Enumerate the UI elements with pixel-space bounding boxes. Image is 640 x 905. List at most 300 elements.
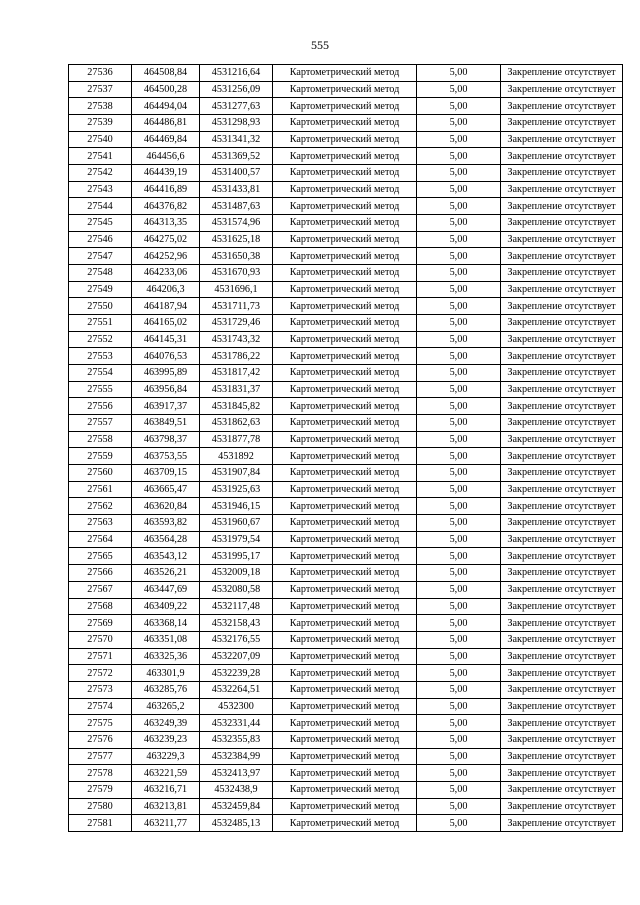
fixation-cell: Закрепление отсутствует — [501, 548, 623, 565]
fixation-cell: Закрепление отсутствует — [501, 515, 623, 532]
fixation-cell: Закрепление отсутствует — [501, 798, 623, 815]
x-coordinate-cell: 463564,28 — [132, 531, 200, 548]
point-number-cell: 27549 — [69, 281, 132, 298]
point-number-cell: 27580 — [69, 798, 132, 815]
point-number-cell: 27554 — [69, 365, 132, 382]
x-coordinate-cell: 464439,19 — [132, 165, 200, 182]
method-cell: Картометрический метод — [273, 515, 417, 532]
fixation-cell: Закрепление отсутствует — [501, 281, 623, 298]
table-row — [69, 381, 623, 398]
y-coordinate-cell: 4531995,17 — [200, 548, 273, 565]
fixation-cell: Закрепление отсутствует — [501, 715, 623, 732]
y-coordinate-cell: 4531433,81 — [200, 181, 273, 198]
x-coordinate-cell: 463526,21 — [132, 565, 200, 582]
method-cell: Картометрический метод — [273, 115, 417, 132]
fixation-cell: Закрепление отсутствует — [501, 565, 623, 582]
method-cell: Картометрический метод — [273, 365, 417, 382]
accuracy-cell: 5,00 — [417, 148, 501, 165]
y-coordinate-cell: 4532384,99 — [200, 748, 273, 765]
accuracy-cell: 5,00 — [417, 115, 501, 132]
y-coordinate-cell: 4531574,96 — [200, 215, 273, 232]
table-row — [69, 715, 623, 732]
y-coordinate-cell: 4531845,82 — [200, 398, 273, 415]
method-cell: Картометрический метод — [273, 765, 417, 782]
method-cell: Картометрический метод — [273, 815, 417, 832]
point-number-cell: 27564 — [69, 531, 132, 548]
table-row — [69, 98, 623, 115]
y-coordinate-cell: 4531711,73 — [200, 298, 273, 315]
fixation-cell: Закрепление отсутствует — [501, 65, 623, 82]
x-coordinate-cell: 464076,53 — [132, 348, 200, 365]
accuracy-cell: 5,00 — [417, 415, 501, 432]
y-coordinate-cell: 4531960,67 — [200, 515, 273, 532]
table-row — [69, 265, 623, 282]
table-row — [69, 365, 623, 382]
x-coordinate-cell: 463849,51 — [132, 415, 200, 432]
accuracy-cell: 5,00 — [417, 81, 501, 98]
point-number-cell: 27536 — [69, 65, 132, 82]
table-row — [69, 665, 623, 682]
x-coordinate-cell: 463301,9 — [132, 665, 200, 682]
accuracy-cell: 5,00 — [417, 665, 501, 682]
fixation-cell: Закрепление отсутствует — [501, 648, 623, 665]
method-cell: Картометрический метод — [273, 98, 417, 115]
point-number-cell: 27545 — [69, 215, 132, 232]
page-number: 555 — [311, 38, 329, 52]
x-coordinate-cell: 464508,84 — [132, 65, 200, 82]
fixation-cell: Закрепление отсутствует — [501, 148, 623, 165]
accuracy-cell: 5,00 — [417, 365, 501, 382]
table-row — [69, 548, 623, 565]
x-coordinate-cell: 464145,31 — [132, 331, 200, 348]
accuracy-cell: 5,00 — [417, 515, 501, 532]
method-cell: Картометрический метод — [273, 448, 417, 465]
table-row — [69, 498, 623, 515]
fixation-cell: Закрепление отсутствует — [501, 431, 623, 448]
y-coordinate-cell: 4531341,32 — [200, 131, 273, 148]
table-row — [69, 781, 623, 798]
table-row — [69, 448, 623, 465]
method-cell: Картометрический метод — [273, 798, 417, 815]
accuracy-cell: 5,00 — [417, 765, 501, 782]
fixation-cell: Закрепление отсутствует — [501, 348, 623, 365]
method-cell: Картометрический метод — [273, 731, 417, 748]
point-number-cell: 27576 — [69, 731, 132, 748]
x-coordinate-cell: 463285,76 — [132, 681, 200, 698]
point-number-cell: 27541 — [69, 148, 132, 165]
accuracy-cell: 5,00 — [417, 181, 501, 198]
point-number-cell: 27573 — [69, 681, 132, 698]
method-cell: Картометрический метод — [273, 648, 417, 665]
fixation-cell: Закрепление отсутствует — [501, 581, 623, 598]
x-coordinate-cell: 463351,08 — [132, 631, 200, 648]
y-coordinate-cell: 4531277,63 — [200, 98, 273, 115]
method-cell: Картометрический метод — [273, 165, 417, 182]
table-row — [69, 581, 623, 598]
y-coordinate-cell: 4532413,97 — [200, 765, 273, 782]
accuracy-cell: 5,00 — [417, 815, 501, 832]
x-coordinate-cell: 463995,89 — [132, 365, 200, 382]
accuracy-cell: 5,00 — [417, 731, 501, 748]
point-number-cell: 27537 — [69, 81, 132, 98]
fixation-cell: Закрепление отсутствует — [501, 498, 623, 515]
table-row — [69, 148, 623, 165]
accuracy-cell: 5,00 — [417, 131, 501, 148]
point-number-cell: 27570 — [69, 631, 132, 648]
table-row — [69, 798, 623, 815]
accuracy-cell: 5,00 — [417, 315, 501, 332]
method-cell: Картометрический метод — [273, 65, 417, 82]
x-coordinate-cell: 464187,94 — [132, 298, 200, 315]
x-coordinate-cell: 464500,28 — [132, 81, 200, 98]
x-coordinate-cell: 463368,14 — [132, 615, 200, 632]
y-coordinate-cell: 4531256,09 — [200, 81, 273, 98]
x-coordinate-cell: 463709,15 — [132, 465, 200, 482]
method-cell: Картометрический метод — [273, 281, 417, 298]
fixation-cell: Закрепление отсутствует — [501, 81, 623, 98]
accuracy-cell: 5,00 — [417, 481, 501, 498]
y-coordinate-cell: 4532009,18 — [200, 565, 273, 582]
y-coordinate-cell: 4532331,44 — [200, 715, 273, 732]
point-number-cell: 27546 — [69, 231, 132, 248]
fixation-cell: Закрепление отсутствует — [501, 665, 623, 682]
table-row — [69, 415, 623, 432]
y-coordinate-cell: 4531487,63 — [200, 198, 273, 215]
accuracy-cell: 5,00 — [417, 581, 501, 598]
x-coordinate-cell: 464494,04 — [132, 98, 200, 115]
method-cell: Картометрический метод — [273, 231, 417, 248]
x-coordinate-cell: 464416,89 — [132, 181, 200, 198]
y-coordinate-cell: 4531831,37 — [200, 381, 273, 398]
fixation-cell: Закрепление отсутствует — [501, 298, 623, 315]
accuracy-cell: 5,00 — [417, 381, 501, 398]
method-cell: Картометрический метод — [273, 681, 417, 698]
accuracy-cell: 5,00 — [417, 781, 501, 798]
x-coordinate-cell: 463213,81 — [132, 798, 200, 815]
x-coordinate-cell: 464486,81 — [132, 115, 200, 132]
fixation-cell: Закрепление отсутствует — [501, 398, 623, 415]
accuracy-cell: 5,00 — [417, 648, 501, 665]
point-number-cell: 27553 — [69, 348, 132, 365]
fixation-cell: Закрепление отсутствует — [501, 365, 623, 382]
table-row — [69, 248, 623, 265]
method-cell: Картометрический метод — [273, 698, 417, 715]
point-number-cell: 27551 — [69, 315, 132, 332]
point-number-cell: 27559 — [69, 448, 132, 465]
x-coordinate-cell: 463543,12 — [132, 548, 200, 565]
method-cell: Картометрический метод — [273, 215, 417, 232]
method-cell: Картометрический метод — [273, 298, 417, 315]
point-number-cell: 27547 — [69, 248, 132, 265]
table-row — [69, 748, 623, 765]
fixation-cell: Закрепление отсутствует — [501, 765, 623, 782]
method-cell: Картометрический метод — [273, 631, 417, 648]
point-number-cell: 27558 — [69, 431, 132, 448]
point-number-cell: 27540 — [69, 131, 132, 148]
y-coordinate-cell: 4531729,46 — [200, 315, 273, 332]
point-number-cell: 27560 — [69, 465, 132, 482]
y-coordinate-cell: 4531907,84 — [200, 465, 273, 482]
y-coordinate-cell: 4532300 — [200, 698, 273, 715]
point-number-cell: 27538 — [69, 98, 132, 115]
accuracy-cell: 5,00 — [417, 248, 501, 265]
table-row — [69, 181, 623, 198]
point-number-cell: 27548 — [69, 265, 132, 282]
table-row — [69, 348, 623, 365]
y-coordinate-cell: 4532355,83 — [200, 731, 273, 748]
table-row — [69, 698, 623, 715]
table-row — [69, 815, 623, 832]
method-cell: Картометрический метод — [273, 381, 417, 398]
point-number-cell: 27543 — [69, 181, 132, 198]
point-number-cell: 27563 — [69, 515, 132, 532]
table-row — [69, 531, 623, 548]
y-coordinate-cell: 4532207,09 — [200, 648, 273, 665]
x-coordinate-cell: 463211,77 — [132, 815, 200, 832]
y-coordinate-cell: 4531625,18 — [200, 231, 273, 248]
fixation-cell: Закрепление отсутствует — [501, 481, 623, 498]
fixation-cell: Закрепление отсутствует — [501, 415, 623, 432]
table-row — [69, 648, 623, 665]
point-number-cell: 27577 — [69, 748, 132, 765]
table-row — [69, 81, 623, 98]
y-coordinate-cell: 4532158,43 — [200, 615, 273, 632]
x-coordinate-cell: 463325,36 — [132, 648, 200, 665]
point-number-cell: 27555 — [69, 381, 132, 398]
method-cell: Картометрический метод — [273, 415, 417, 432]
x-coordinate-cell: 463665,47 — [132, 481, 200, 498]
point-number-cell: 27556 — [69, 398, 132, 415]
y-coordinate-cell: 4532080,58 — [200, 581, 273, 598]
method-cell: Картометрический метод — [273, 331, 417, 348]
accuracy-cell: 5,00 — [417, 631, 501, 648]
accuracy-cell: 5,00 — [417, 748, 501, 765]
accuracy-cell: 5,00 — [417, 715, 501, 732]
x-coordinate-cell: 464469,84 — [132, 131, 200, 148]
table-row — [69, 481, 623, 498]
x-coordinate-cell: 463447,69 — [132, 581, 200, 598]
accuracy-cell: 5,00 — [417, 798, 501, 815]
y-coordinate-cell: 4531696,1 — [200, 281, 273, 298]
accuracy-cell: 5,00 — [417, 298, 501, 315]
method-cell: Картометрический метод — [273, 715, 417, 732]
point-number-cell: 27571 — [69, 648, 132, 665]
x-coordinate-cell: 463239,23 — [132, 731, 200, 748]
y-coordinate-cell: 4531743,32 — [200, 331, 273, 348]
fixation-cell: Закрепление отсутствует — [501, 631, 623, 648]
fixation-cell: Закрепление отсутствует — [501, 748, 623, 765]
fixation-cell: Закрепление отсутствует — [501, 231, 623, 248]
x-coordinate-cell: 464165,02 — [132, 315, 200, 332]
accuracy-cell: 5,00 — [417, 165, 501, 182]
point-number-cell: 27544 — [69, 198, 132, 215]
fixation-cell: Закрепление отсутствует — [501, 181, 623, 198]
point-number-cell: 27542 — [69, 165, 132, 182]
fixation-cell: Закрепление отсутствует — [501, 131, 623, 148]
x-coordinate-cell: 463216,71 — [132, 781, 200, 798]
point-number-cell: 27568 — [69, 598, 132, 615]
y-coordinate-cell: 4531877,78 — [200, 431, 273, 448]
y-coordinate-cell: 4531925,63 — [200, 481, 273, 498]
y-coordinate-cell: 4532117,48 — [200, 598, 273, 615]
table-row — [69, 565, 623, 582]
fixation-cell: Закрепление отсутствует — [501, 598, 623, 615]
method-cell: Картометрический метод — [273, 431, 417, 448]
table-row — [69, 231, 623, 248]
point-number-cell: 27579 — [69, 781, 132, 798]
method-cell: Картометрический метод — [273, 581, 417, 598]
accuracy-cell: 5,00 — [417, 431, 501, 448]
x-coordinate-cell: 464275,02 — [132, 231, 200, 248]
table-row — [69, 515, 623, 532]
x-coordinate-cell: 464376,82 — [132, 198, 200, 215]
accuracy-cell: 5,00 — [417, 531, 501, 548]
accuracy-cell: 5,00 — [417, 398, 501, 415]
y-coordinate-cell: 4531216,64 — [200, 65, 273, 82]
accuracy-cell: 5,00 — [417, 98, 501, 115]
y-coordinate-cell: 4531670,93 — [200, 265, 273, 282]
accuracy-cell: 5,00 — [417, 465, 501, 482]
coordinates-table-body — [69, 65, 623, 832]
table-row — [69, 731, 623, 748]
fixation-cell: Закрепление отсутствует — [501, 731, 623, 748]
table-row — [69, 681, 623, 698]
table-row — [69, 165, 623, 182]
method-cell: Картометрический метод — [273, 265, 417, 282]
y-coordinate-cell: 4531862,63 — [200, 415, 273, 432]
point-number-cell: 27574 — [69, 698, 132, 715]
accuracy-cell: 5,00 — [417, 281, 501, 298]
y-coordinate-cell: 4532264,51 — [200, 681, 273, 698]
method-cell: Картометрический метод — [273, 81, 417, 98]
table-row — [69, 598, 623, 615]
table-row — [69, 215, 623, 232]
point-number-cell: 27552 — [69, 331, 132, 348]
point-number-cell: 27557 — [69, 415, 132, 432]
x-coordinate-cell: 463409,22 — [132, 598, 200, 615]
method-cell: Картометрический метод — [273, 615, 417, 632]
table-row — [69, 431, 623, 448]
point-number-cell: 27565 — [69, 548, 132, 565]
fixation-cell: Закрепление отсутствует — [501, 465, 623, 482]
fixation-cell: Закрепление отсутствует — [501, 98, 623, 115]
accuracy-cell: 5,00 — [417, 548, 501, 565]
accuracy-cell: 5,00 — [417, 565, 501, 582]
y-coordinate-cell: 4532485,13 — [200, 815, 273, 832]
x-coordinate-cell: 463753,55 — [132, 448, 200, 465]
table-row — [69, 398, 623, 415]
point-number-cell: 27567 — [69, 581, 132, 598]
point-number-cell: 27550 — [69, 298, 132, 315]
x-coordinate-cell: 464313,35 — [132, 215, 200, 232]
x-coordinate-cell: 463229,3 — [132, 748, 200, 765]
y-coordinate-cell: 4531400,57 — [200, 165, 273, 182]
x-coordinate-cell: 463798,37 — [132, 431, 200, 448]
fixation-cell: Закрепление отсутствует — [501, 115, 623, 132]
table-row — [69, 298, 623, 315]
y-coordinate-cell: 4531979,54 — [200, 531, 273, 548]
x-coordinate-cell: 463593,82 — [132, 515, 200, 532]
x-coordinate-cell: 464252,96 — [132, 248, 200, 265]
x-coordinate-cell: 463265,2 — [132, 698, 200, 715]
point-number-cell: 27575 — [69, 715, 132, 732]
accuracy-cell: 5,00 — [417, 198, 501, 215]
table-row — [69, 65, 623, 82]
y-coordinate-cell: 4531892 — [200, 448, 273, 465]
x-coordinate-cell: 464206,3 — [132, 281, 200, 298]
point-number-cell: 27562 — [69, 498, 132, 515]
accuracy-cell: 5,00 — [417, 65, 501, 82]
accuracy-cell: 5,00 — [417, 598, 501, 615]
point-number-cell: 27578 — [69, 765, 132, 782]
accuracy-cell: 5,00 — [417, 498, 501, 515]
table-row — [69, 115, 623, 132]
fixation-cell: Закрепление отсутствует — [501, 815, 623, 832]
table-row — [69, 331, 623, 348]
fixation-cell: Закрепление отсутствует — [501, 781, 623, 798]
method-cell: Картометрический метод — [273, 548, 417, 565]
fixation-cell: Закрепление отсутствует — [501, 198, 623, 215]
table-row — [69, 615, 623, 632]
accuracy-cell: 5,00 — [417, 698, 501, 715]
fixation-cell: Закрепление отсутствует — [501, 331, 623, 348]
fixation-cell: Закрепление отсутствует — [501, 531, 623, 548]
method-cell: Картометрический метод — [273, 565, 417, 582]
x-coordinate-cell: 463249,39 — [132, 715, 200, 732]
fixation-cell: Закрепление отсутствует — [501, 248, 623, 265]
method-cell: Картометрический метод — [273, 781, 417, 798]
point-number-cell: 27572 — [69, 665, 132, 682]
fixation-cell: Закрепление отсутствует — [501, 265, 623, 282]
method-cell: Картометрический метод — [273, 248, 417, 265]
point-number-cell: 27566 — [69, 565, 132, 582]
accuracy-cell: 5,00 — [417, 331, 501, 348]
y-coordinate-cell: 4531786,22 — [200, 348, 273, 365]
x-coordinate-cell: 463620,84 — [132, 498, 200, 515]
table-row — [69, 281, 623, 298]
y-coordinate-cell: 4531369,52 — [200, 148, 273, 165]
accuracy-cell: 5,00 — [417, 681, 501, 698]
table-row — [69, 465, 623, 482]
fixation-cell: Закрепление отсутствует — [501, 315, 623, 332]
method-cell: Картометрический метод — [273, 198, 417, 215]
x-coordinate-cell: 464456,6 — [132, 148, 200, 165]
accuracy-cell: 5,00 — [417, 215, 501, 232]
fixation-cell: Закрепление отсутствует — [501, 381, 623, 398]
point-number-cell: 27569 — [69, 615, 132, 632]
method-cell: Картометрический метод — [273, 348, 417, 365]
method-cell: Картометрический метод — [273, 398, 417, 415]
method-cell: Картометрический метод — [273, 181, 417, 198]
x-coordinate-cell: 463917,37 — [132, 398, 200, 415]
y-coordinate-cell: 4531650,38 — [200, 248, 273, 265]
accuracy-cell: 5,00 — [417, 448, 501, 465]
method-cell: Картометрический метод — [273, 531, 417, 548]
method-cell: Картометрический метод — [273, 148, 417, 165]
method-cell: Картометрический метод — [273, 748, 417, 765]
fixation-cell: Закрепление отсутствует — [501, 215, 623, 232]
y-coordinate-cell: 4531817,42 — [200, 365, 273, 382]
x-coordinate-cell: 463956,84 — [132, 381, 200, 398]
method-cell: Картометрический метод — [273, 665, 417, 682]
y-coordinate-cell: 4532438,9 — [200, 781, 273, 798]
x-coordinate-cell: 464233,06 — [132, 265, 200, 282]
point-number-cell: 27539 — [69, 115, 132, 132]
y-coordinate-cell: 4532459,84 — [200, 798, 273, 815]
y-coordinate-cell: 4531946,15 — [200, 498, 273, 515]
accuracy-cell: 5,00 — [417, 348, 501, 365]
method-cell: Картометрический метод — [273, 598, 417, 615]
